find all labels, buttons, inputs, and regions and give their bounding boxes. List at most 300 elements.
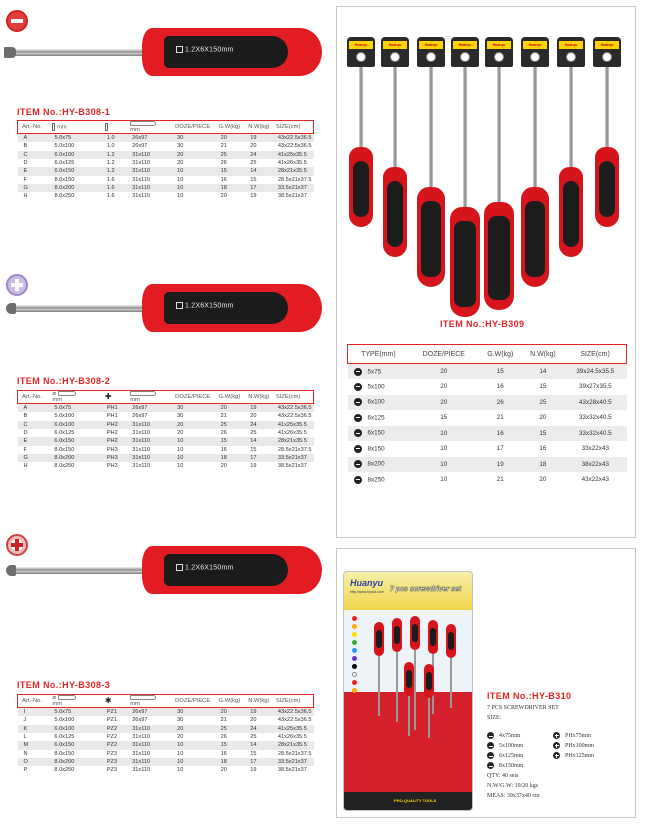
hanger-label: Huanyu bbox=[349, 41, 373, 49]
table-cell: 10 bbox=[175, 184, 219, 192]
table-cell: 15 bbox=[219, 167, 249, 175]
table-cell: 25 bbox=[522, 395, 564, 411]
table-cell: 6.0x100 bbox=[52, 421, 104, 429]
col-art-no: Art.-No. bbox=[18, 121, 53, 134]
table-cell: PZ1 bbox=[105, 708, 130, 717]
table-cell: 28.5x21x37.5 bbox=[277, 750, 312, 757]
table-cell: 18 bbox=[219, 184, 249, 192]
driver-outline-icon bbox=[58, 695, 76, 700]
table-cell: 26 bbox=[219, 429, 249, 437]
col-mm: mm bbox=[57, 124, 67, 131]
table-cell: 43x22.5x36.5 bbox=[277, 717, 312, 724]
table-cell: 25 bbox=[219, 421, 249, 429]
table-cell: 41x26x35.5 bbox=[276, 159, 314, 167]
table-cell: 16 bbox=[479, 379, 522, 395]
table-row bbox=[18, 716, 314, 724]
table-cell: 10 bbox=[409, 457, 479, 473]
table-cell: PZ2 bbox=[105, 741, 130, 749]
table-cell: 10 bbox=[175, 766, 219, 774]
table-cell: 8.0x150 bbox=[52, 750, 104, 758]
table-cell bbox=[348, 472, 409, 488]
table-cell: 8.0x150 bbox=[52, 176, 104, 184]
table-cell: 31x110 bbox=[130, 159, 175, 167]
table-cell: 15 bbox=[248, 176, 276, 184]
table-row bbox=[18, 446, 314, 454]
slotted-icon bbox=[354, 476, 362, 484]
table-cell: 16 bbox=[479, 426, 522, 442]
col-doze: DOZE/PIECE bbox=[409, 345, 479, 364]
table-cell: 1.2 bbox=[105, 151, 130, 159]
slotted-icon bbox=[354, 383, 362, 391]
table-cell: 15 bbox=[409, 410, 479, 426]
col-size: SIZE(cm) bbox=[276, 391, 314, 404]
table-cell: 43x22.5x36.5 bbox=[277, 709, 312, 716]
table-cell: 10 bbox=[175, 176, 219, 184]
table-cell: 10 bbox=[175, 167, 219, 175]
hanger-label: Huanyu bbox=[559, 41, 583, 49]
col-nw: N.W(kg) bbox=[248, 695, 276, 708]
table-cell: 14 bbox=[248, 167, 276, 175]
table-cell: 26 bbox=[479, 395, 522, 411]
table-cell: 10 bbox=[175, 758, 219, 766]
table-cell: 31x110 bbox=[130, 151, 175, 159]
slotted-icon bbox=[487, 742, 494, 749]
table-cell: 14 bbox=[522, 364, 564, 380]
table-row bbox=[18, 412, 314, 420]
table-cell: PZ3 bbox=[105, 750, 130, 758]
type-value: 5x100 bbox=[367, 383, 385, 391]
table-cell: 33x32x40.5 bbox=[564, 410, 626, 426]
type-value: 8x250 bbox=[367, 476, 385, 484]
col-doze: DOZE/PIECE bbox=[175, 121, 219, 134]
table-cell: 41x25x35.5 bbox=[276, 151, 314, 159]
table-cell: 20 bbox=[219, 192, 249, 200]
table-cell: 19 bbox=[248, 708, 276, 717]
slotted-icon bbox=[354, 460, 362, 468]
table-cell: 33.5x21x37 bbox=[276, 184, 314, 192]
table-cell: M bbox=[18, 741, 53, 749]
table-cell: 5.0x75 bbox=[52, 134, 104, 143]
driver-marking: 1.2X6X150mm bbox=[185, 564, 234, 572]
table-cell: 10 bbox=[409, 441, 479, 457]
table-cell: 30 bbox=[175, 412, 219, 420]
table-cell: 1.2 bbox=[105, 167, 130, 175]
table-row bbox=[18, 437, 314, 445]
table-cell: 20 bbox=[248, 142, 276, 150]
table-cell: D bbox=[18, 159, 53, 167]
table-cell: 16 bbox=[219, 176, 249, 184]
table-cell: 8.0x250 bbox=[52, 192, 104, 200]
table-cell: 43x22.5x36.5 bbox=[277, 143, 312, 150]
table-cell: 39x27x35.5 bbox=[564, 379, 626, 395]
table-cell: 26x97 bbox=[130, 412, 175, 420]
table-row bbox=[18, 151, 314, 159]
table-cell: 31x110 bbox=[130, 733, 175, 741]
b310-desc: 7 PCS SCREWDRIVER SET bbox=[487, 705, 559, 711]
table-cell bbox=[348, 379, 409, 395]
table-cell bbox=[348, 441, 409, 457]
col-gw: G.W(kg) bbox=[219, 391, 249, 404]
table-cell: 16 bbox=[219, 446, 249, 454]
table-cell: 20 bbox=[175, 151, 219, 159]
type-value: 8x150 bbox=[367, 445, 385, 453]
table-cell: PH2 bbox=[105, 429, 130, 437]
table-cell: 10 bbox=[175, 750, 219, 758]
table-cell: 18 bbox=[219, 758, 249, 766]
table-cell: 15 bbox=[522, 426, 564, 442]
table-cell: 16 bbox=[219, 750, 249, 758]
table-cell: 33.5x21x37 bbox=[276, 454, 314, 462]
table-cell: 26 bbox=[219, 733, 249, 741]
table-cell: 43x22x43 bbox=[564, 472, 626, 488]
table-cell: 20 bbox=[219, 404, 249, 413]
spec-table-b308-1 bbox=[17, 120, 314, 200]
table-row bbox=[18, 167, 314, 175]
col-nw: N.W(kg) bbox=[248, 121, 276, 134]
item-title-b308-2: ITEM No.:HY-B308-2 bbox=[17, 376, 111, 386]
table-cell: 5.0x75 bbox=[52, 708, 104, 717]
pack-footer bbox=[344, 792, 473, 811]
table-cell: 28x21x35.5 bbox=[276, 741, 314, 749]
table-cell: 20 bbox=[219, 708, 249, 717]
table-cell: 18 bbox=[522, 457, 564, 473]
hanger-label: Huanyu bbox=[523, 41, 547, 49]
table-cell: N bbox=[18, 750, 53, 758]
table-cell: 10 bbox=[175, 741, 219, 749]
table-cell: 20 bbox=[522, 472, 564, 488]
table-cell: 20 bbox=[219, 766, 249, 774]
table-cell: 6.0x150 bbox=[52, 741, 104, 749]
table-cell: 41x25x35.5 bbox=[276, 421, 314, 429]
table-cell: B bbox=[18, 142, 53, 150]
table-row bbox=[18, 725, 314, 733]
table-cell: P bbox=[18, 766, 53, 774]
size-item: PHx125mm bbox=[565, 753, 595, 759]
table-cell: H bbox=[18, 462, 53, 470]
table-row bbox=[18, 192, 314, 200]
table-cell: 6.0x125 bbox=[52, 429, 104, 437]
table-cell: 15 bbox=[479, 364, 522, 380]
table-cell: I bbox=[18, 708, 53, 717]
driver-outline-icon bbox=[130, 695, 156, 700]
hanger-label: Huanyu bbox=[453, 41, 477, 49]
table-cell: F bbox=[18, 176, 53, 184]
col-mm: mm bbox=[52, 397, 63, 404]
b310-panel bbox=[336, 548, 636, 818]
table-cell: 41x26x35.5 bbox=[276, 429, 314, 437]
pack-banner: 7 pcs screwdriver set bbox=[390, 586, 462, 593]
table-cell: 31x110 bbox=[130, 766, 175, 774]
table-cell: E bbox=[18, 437, 53, 445]
table-row bbox=[18, 429, 314, 437]
type-value: 6x100 bbox=[367, 398, 385, 406]
blade-icon bbox=[52, 123, 55, 131]
size-item: 5x100mm bbox=[499, 743, 524, 749]
table-cell: 10 bbox=[175, 462, 219, 470]
slotted-icon bbox=[487, 752, 494, 759]
table-cell: 24 bbox=[248, 421, 276, 429]
table-cell bbox=[348, 395, 409, 411]
pozidriv-screwdriver-image bbox=[0, 546, 322, 594]
item-title-b310: ITEM No.:HY-B310 bbox=[487, 691, 572, 701]
table-cell: PH3 bbox=[105, 454, 130, 462]
table-cell: 28.5x21x37.5 bbox=[277, 176, 312, 183]
slotted-icon bbox=[354, 398, 362, 406]
col-art-no: Art.-No. bbox=[18, 391, 53, 404]
spec-body bbox=[18, 404, 314, 471]
table-cell: 31x110 bbox=[130, 192, 175, 200]
table-cell: PZ3 bbox=[105, 758, 130, 766]
table-cell: 1.0 bbox=[105, 134, 130, 143]
table-cell: 21 bbox=[479, 410, 522, 426]
table-cell: 31x110 bbox=[130, 750, 175, 758]
blade-tip-icon bbox=[105, 123, 108, 131]
table-cell: 31x110 bbox=[130, 462, 175, 470]
table-cell: 38.5x21x37 bbox=[276, 192, 314, 200]
col-nw: N.W(kg) bbox=[522, 345, 564, 364]
table-cell: 26x97 bbox=[130, 716, 175, 724]
table-cell: 26x97 bbox=[130, 142, 175, 150]
table-cell: 17 bbox=[248, 184, 276, 192]
b309-product-photo bbox=[337, 7, 637, 307]
type-value: 5x75 bbox=[367, 368, 382, 376]
table-cell: PH1 bbox=[105, 404, 130, 413]
table-cell: 6.0x150 bbox=[52, 167, 104, 175]
slotted-icon bbox=[487, 762, 494, 769]
table-cell: 31x110 bbox=[130, 725, 175, 733]
table-row bbox=[18, 404, 314, 413]
table-row bbox=[18, 184, 314, 192]
table-cell: 14 bbox=[248, 741, 276, 749]
table-cell: 20 bbox=[175, 159, 219, 167]
table-cell: 1.6 bbox=[105, 176, 130, 184]
table-row bbox=[348, 410, 627, 426]
table-cell: B bbox=[18, 412, 53, 420]
b310-meas: MEAS: 39x37x40 cm bbox=[487, 793, 540, 799]
spec-body bbox=[18, 708, 314, 775]
table-cell: 20 bbox=[219, 462, 249, 470]
type-value: 6x150 bbox=[367, 429, 385, 437]
driver-outline-icon bbox=[130, 391, 156, 396]
table-cell: 10 bbox=[175, 454, 219, 462]
table-cell: 31x110 bbox=[130, 167, 175, 175]
table-row bbox=[18, 750, 314, 758]
col-gw: G.W(kg) bbox=[219, 121, 249, 134]
table-row bbox=[348, 364, 627, 380]
table-cell: 25 bbox=[248, 159, 276, 167]
table-cell: 10 bbox=[409, 426, 479, 442]
table-cell: 24 bbox=[248, 151, 276, 159]
item-title-b309: ITEM No.:HY-B309 bbox=[440, 319, 525, 329]
table-cell: 8.0x250 bbox=[52, 462, 104, 470]
table-cell: PH2 bbox=[105, 421, 130, 429]
pozidriv-icon: ✱ bbox=[104, 696, 112, 706]
table-cell: 33x22x43 bbox=[564, 441, 626, 457]
table-cell: 15 bbox=[522, 379, 564, 395]
table-row bbox=[18, 733, 314, 741]
table-cell: 21 bbox=[219, 142, 249, 150]
table-cell: 1.0 bbox=[105, 142, 130, 150]
table-cell: 15 bbox=[219, 741, 249, 749]
table-cell: 19 bbox=[248, 462, 276, 470]
table-cell: 10 bbox=[175, 437, 219, 445]
table-cell: 24 bbox=[248, 725, 276, 733]
table-cell: G bbox=[18, 184, 53, 192]
table-cell: 38.5x21x37 bbox=[276, 462, 314, 470]
table-cell: 20 bbox=[175, 429, 219, 437]
col-mm-2: mm bbox=[130, 701, 140, 708]
table-row bbox=[348, 441, 627, 457]
type-value: 6x125 bbox=[367, 414, 385, 422]
table-cell: 25 bbox=[219, 725, 249, 733]
table-cell: 21 bbox=[479, 472, 522, 488]
b310-size-list bbox=[487, 731, 627, 771]
table-row bbox=[18, 134, 314, 143]
table-cell bbox=[348, 410, 409, 426]
table-cell: 26x97 bbox=[130, 708, 175, 717]
table-cell: 26x97 bbox=[130, 404, 175, 413]
table-cell: 8.0x250 bbox=[52, 766, 104, 774]
slotted-icon bbox=[487, 732, 494, 739]
table-cell: 38x22x43 bbox=[564, 457, 626, 473]
table-cell: 6.0x100 bbox=[52, 151, 104, 159]
table-cell: 5.0x75 bbox=[52, 404, 104, 413]
hanger-label: Huanyu bbox=[419, 41, 443, 49]
driver-marking: 1.2X6X150mm bbox=[185, 302, 234, 310]
b310-package-photo bbox=[343, 571, 473, 811]
table-cell: 17 bbox=[248, 758, 276, 766]
table-cell: 18 bbox=[219, 454, 249, 462]
table-cell: 31x110 bbox=[130, 421, 175, 429]
size-item: PHx100mm bbox=[565, 743, 595, 749]
table-cell: 19 bbox=[248, 404, 276, 413]
table-cell bbox=[348, 426, 409, 442]
table-cell: H bbox=[18, 192, 53, 200]
table-cell: 30 bbox=[175, 142, 219, 150]
driver-marking: 1.2X6X150mm bbox=[185, 46, 234, 54]
phillips-icon bbox=[553, 752, 560, 759]
size-item: 6x125mm bbox=[499, 753, 524, 759]
table-cell: 15 bbox=[219, 437, 249, 445]
phillips-icon bbox=[553, 742, 560, 749]
table-cell: 26x97 bbox=[130, 134, 175, 143]
size-item: 4x75mm bbox=[499, 733, 521, 739]
table-cell: 8.0x150 bbox=[52, 446, 104, 454]
type-value: 8x200 bbox=[367, 460, 385, 468]
table-cell: 31x110 bbox=[130, 446, 175, 454]
table-cell: 41x26x35.5 bbox=[276, 733, 314, 741]
table-cell: 30 bbox=[175, 134, 219, 143]
table-cell: PH3 bbox=[105, 462, 130, 470]
table-row bbox=[348, 457, 627, 473]
slotted-icon bbox=[354, 414, 362, 422]
table-cell: 20 bbox=[175, 733, 219, 741]
table-cell: 28x21x35.5 bbox=[276, 167, 314, 175]
table-row bbox=[348, 395, 627, 411]
table-cell: 6.0x100 bbox=[52, 725, 104, 733]
table-cell: 1.2 bbox=[105, 159, 130, 167]
table-cell: 8.0x200 bbox=[52, 184, 104, 192]
pack-brand: Huanyu bbox=[350, 578, 384, 588]
driver-outline-icon bbox=[58, 391, 76, 396]
col-size: SIZE(cm) bbox=[276, 121, 314, 134]
table-cell: 10 bbox=[409, 472, 479, 488]
table-row bbox=[18, 758, 314, 766]
slotted-screwdriver-image bbox=[0, 28, 322, 76]
slotted-icon bbox=[354, 368, 362, 376]
table-cell: 6.0x150 bbox=[52, 437, 104, 445]
table-cell: 8.0x200 bbox=[52, 454, 104, 462]
table-cell: 6.0x125 bbox=[52, 159, 104, 167]
table-row bbox=[18, 462, 314, 470]
table-cell: PZ1 bbox=[105, 716, 130, 724]
pack-url: http://www.hyiool.com bbox=[350, 590, 384, 594]
table-cell: 31x110 bbox=[130, 454, 175, 462]
table-row bbox=[18, 159, 314, 167]
table-cell: 20 bbox=[219, 134, 249, 143]
table-cell: 17 bbox=[248, 454, 276, 462]
table-cell: PZ2 bbox=[105, 725, 130, 733]
table-cell: 28x21x35.5 bbox=[276, 437, 314, 445]
pack-footer-text: PRO-QUALITY TOOLS bbox=[394, 798, 437, 803]
spec-body bbox=[18, 134, 314, 201]
table-cell: 8.0x200 bbox=[52, 758, 104, 766]
spec-table-b308-2: Art.-No. ⌀ mm ✚ mm DOZE/PIECE G.W(kg) N.W(kg) SIZE(cm) A 5.0x75 PH1 26x97 30 20 19 43x22.5x36.5 B 5.0x100 PH1 26x97 30 21 20 43x22.5x36.5 C 6.0x100 PH2 31x110 20 25 24 41x25x35.5 D 6.0x125 PH2 31x110 20 26 25 41x26x35.5 E 6.0x150 PH2 31x110 10 15 14 28x21x35.5 F 8.0x150 PH3 31x110 10 16 15 28.5x21x37.5 G 8.0x200 PH3 31x110 10 18 17 33.5x21x37 H 8.0x250 PH3 31x110 10 20 19 38.5x21x37 bbox=[17, 390, 314, 470]
driver-outline-icon bbox=[130, 121, 156, 126]
table-cell: PH1 bbox=[105, 412, 130, 420]
table-cell: 39x24.5x35.5 bbox=[564, 364, 626, 380]
table-cell: 21 bbox=[219, 412, 249, 420]
slotted-icon bbox=[354, 429, 362, 437]
table-cell: 20 bbox=[248, 412, 276, 420]
table-row bbox=[18, 142, 314, 150]
table-cell: PZ3 bbox=[105, 766, 130, 774]
table-cell: 17 bbox=[479, 441, 522, 457]
table-cell: 20 bbox=[522, 410, 564, 426]
table-cell: G bbox=[18, 454, 53, 462]
table-row bbox=[18, 421, 314, 429]
table-cell: L bbox=[18, 733, 53, 741]
size-item: PHx75mm bbox=[565, 733, 592, 739]
table-cell: 43x22.5x36.5 bbox=[277, 135, 312, 142]
spec-table-b309 bbox=[347, 344, 627, 488]
hanger-label: Huanyu bbox=[595, 41, 619, 49]
table-cell: 20 bbox=[175, 725, 219, 733]
table-cell: PH3 bbox=[105, 446, 130, 454]
table-row bbox=[18, 708, 314, 717]
table-cell: 10 bbox=[175, 192, 219, 200]
table-cell: 19 bbox=[248, 192, 276, 200]
col-doze: DOZE/PIECE bbox=[175, 391, 219, 404]
table-cell bbox=[348, 457, 409, 473]
table-cell: 31x110 bbox=[130, 429, 175, 437]
b310-weight: N.W/G.W: 19/20 kgs bbox=[487, 783, 539, 789]
phillips-screwdriver-image bbox=[0, 284, 322, 332]
table-row bbox=[18, 176, 314, 184]
table-cell: 19 bbox=[248, 766, 276, 774]
table-cell: 26 bbox=[219, 159, 249, 167]
table-cell: 30 bbox=[175, 404, 219, 413]
table-cell: 31x110 bbox=[130, 176, 175, 184]
col-doze: DOZE/PIECE bbox=[175, 695, 219, 708]
table-cell: 33.5x21x37 bbox=[276, 758, 314, 766]
table-cell: 30 bbox=[175, 708, 219, 717]
table-cell: 31x110 bbox=[130, 741, 175, 749]
table-cell: K bbox=[18, 725, 53, 733]
col-gw: G.W(kg) bbox=[219, 695, 249, 708]
table-cell: 1.6 bbox=[105, 192, 130, 200]
table-cell: 21 bbox=[219, 716, 249, 724]
